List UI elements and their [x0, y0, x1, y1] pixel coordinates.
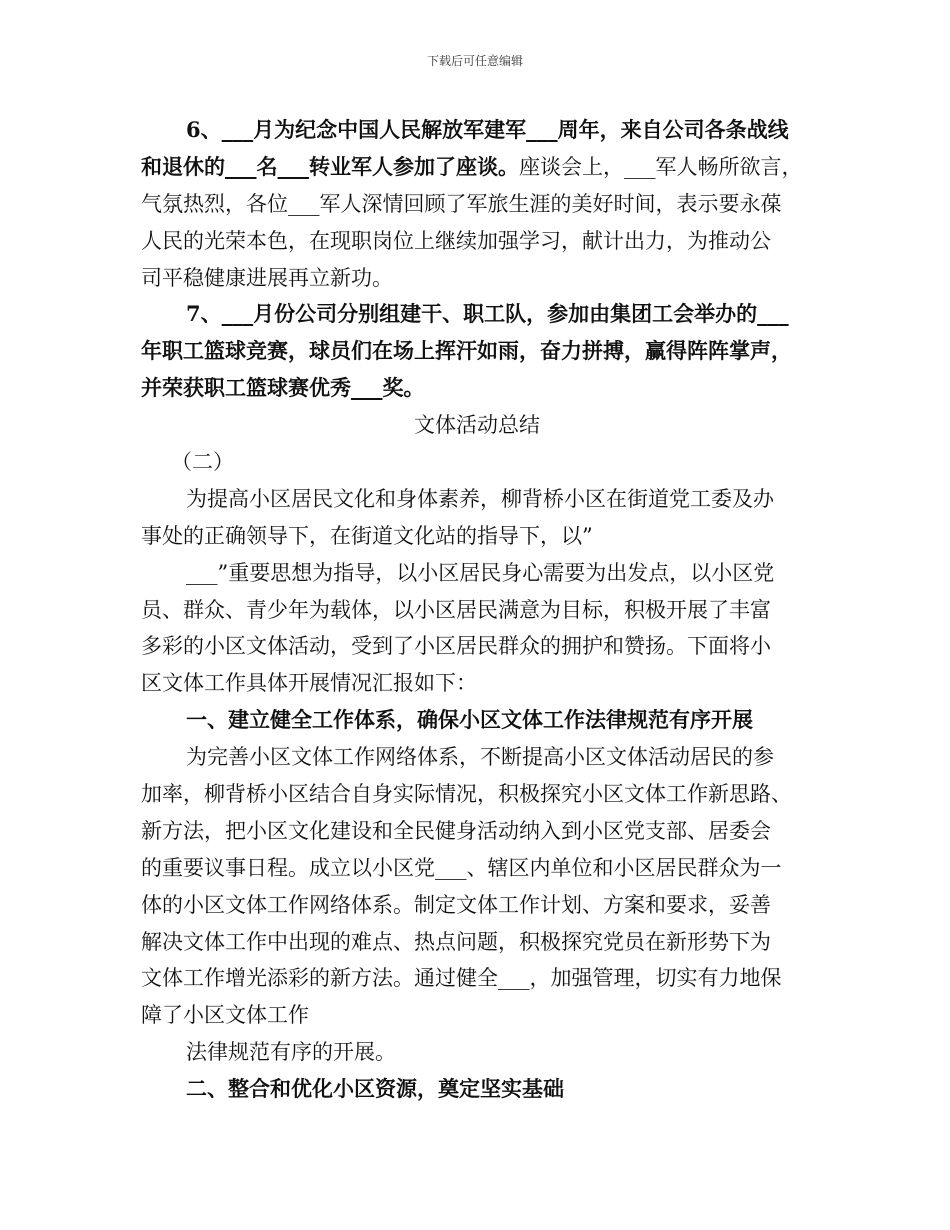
paragraph-line: 为提高小区居民文化和身体素养，柳背桥小区在街道党工委及办: [186, 486, 774, 511]
paragraph-line: 法律规范有序的开展。: [186, 1040, 396, 1065]
paragraph-line: 事处的正确领导下，在街道文化站的指导下，以”: [141, 523, 593, 548]
paragraph-line: 并荣获职工篮球赛优秀___奖。: [141, 375, 425, 401]
paragraph-line: 体的小区文体工作网络体系。制定文体工作计划、方案和要求，妥善: [141, 892, 771, 917]
normal-run: 座谈会上，___军人畅所欲言，: [519, 154, 803, 179]
paragraph-line: 气氛热烈，各位___军人深情回顾了军旅生涯的美好时间，表示要永葆: [141, 191, 782, 216]
paragraph-line: 员、群众、青少年为载体，以小区居民满意为目标，积极开展了丰富: [141, 597, 771, 622]
paragraph-line: 年职工篮球竞赛，球员们在场上挥汗如雨，奋力拼搏，赢得阵阵掌声，: [141, 338, 792, 364]
paragraph-line: 的重要议事日程。成立以小区党___、辖区内单位和小区居民群众为一: [141, 855, 782, 880]
bold-run: 和退休的___名___转业军人参加了座谈。: [141, 153, 519, 179]
page-header-note: 下载后可任意编辑: [426, 54, 523, 68]
paragraph-line: 区文体工作具体开展情况汇报如下：: [141, 671, 477, 696]
paragraph-line: 多彩的小区文体活动，受到了小区居民群众的拥护和赞扬。下面将小: [141, 634, 771, 659]
section-subtitle: （二）: [171, 450, 234, 475]
section-heading: 二、整合和优化小区资源，奠定坚实基础: [186, 1076, 564, 1102]
paragraph-line: 解决文体工作中出现的难点、热点问题，积极探究党员在新形势下为: [141, 929, 771, 954]
section-title: 文体活动总结: [414, 413, 540, 438]
paragraph-line: ___”重要思想为指导，以小区居民身心需要为出发点，以小区党: [186, 560, 775, 585]
paragraph-line: [141, 149, 813, 186]
paragraph-line: 障了小区文体工作: [141, 1003, 309, 1028]
paragraph-line: 文体工作增光添彩的新方法。通过健全___，加强管理，切实有力地保: [141, 966, 782, 991]
paragraph-line: 加率，柳背桥小区结合自身实际情况，积极探究小区文体工作新思路、: [141, 782, 792, 807]
section-heading: 一、建立健全工作体系，确保小区文体工作法律规范有序开展: [186, 707, 753, 733]
paragraph-line: 新方法，把小区文化建设和全民健身活动纳入到小区党支部、居委会: [141, 818, 771, 843]
paragraph-line: 人民的光荣本色，在现职岗位上继续加强学习，献计出力，为推动公: [141, 228, 771, 253]
paragraph-line: 7、___月份公司分别组建干、职工队，参加由集团工会举办的___: [186, 301, 789, 327]
paragraph-line: 6、___月为纪念中国人民解放军建军___周年，来自公司各条战线: [186, 117, 789, 142]
paragraph-line: 司平稳健康进展再立新功。: [141, 265, 393, 290]
document-body: [141, 112, 813, 1108]
paragraph-line: 为完善小区文体工作网络体系，不断提高小区文体活动居民的参: [186, 745, 774, 770]
